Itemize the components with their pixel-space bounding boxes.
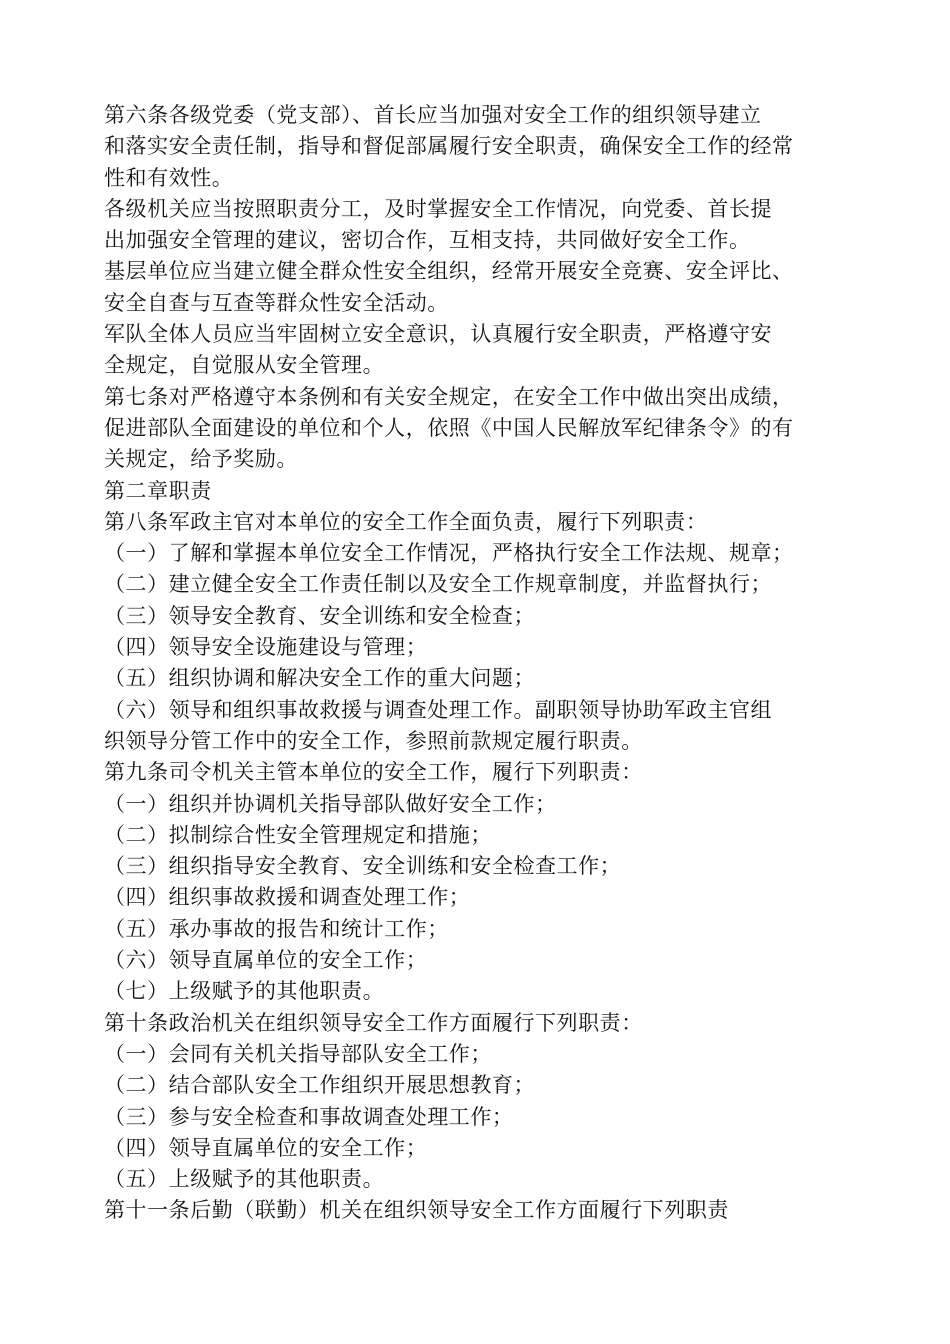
list-item: （三）组织指导安全教育、安全训练和安全检查工作； bbox=[104, 854, 622, 879]
list-item: （四）领导安全设施建设与管理； bbox=[104, 635, 428, 660]
text-line: 出加强安全管理的建议，密切合作，互相支持，共同做好安全工作。 bbox=[104, 228, 751, 253]
list-item: （二）拟制综合性安全管理规定和措施； bbox=[104, 822, 492, 847]
text-line: 军队全体人员应当牢固树立安全意识，认真履行安全职责，严格遵守安 bbox=[104, 322, 773, 347]
list-item: （七）上级赋予的其他职责。 bbox=[104, 979, 385, 1004]
document-body bbox=[104, 100, 864, 1227]
list-item: （五）组织协调和解决安全工作的重大问题； bbox=[104, 666, 535, 691]
text-line: 促进部队全面建设的单位和个人，依照《中国人民解放军纪律条令》的有 bbox=[104, 415, 794, 440]
text-line: 第七条对严格遵守本条例和有关安全规定，在安全工作中做出突出成绩， bbox=[104, 384, 794, 409]
list-item: （三）领导安全教育、安全训练和安全检查； bbox=[104, 603, 535, 628]
text-line: 性和有效性。 bbox=[104, 165, 234, 190]
chapter-heading: 第二章职责 bbox=[104, 478, 212, 503]
list-item: （五）承办事故的报告和统计工作； bbox=[104, 916, 449, 941]
list-item: （一）了解和掌握本单位安全工作情况，严格执行安全工作法规、规章； bbox=[104, 541, 794, 566]
text-line: 第九条司令机关主管本单位的安全工作，履行下列职责： bbox=[104, 760, 643, 785]
list-item: （二）结合部队安全工作组织开展思想教育； bbox=[104, 1073, 535, 1098]
list-item: （六）领导和组织事故救援与调查处理工作。副职领导协助军政主官组 bbox=[104, 697, 773, 722]
list-item: （四）领导直属单位的安全工作； bbox=[104, 1135, 428, 1160]
list-item: （六）领导直属单位的安全工作； bbox=[104, 948, 428, 973]
text-line: 第八条军政主官对本单位的安全工作全面负责，履行下列职责： bbox=[104, 509, 708, 534]
list-item: （三）参与安全检查和事故调查处理工作； bbox=[104, 1104, 514, 1129]
text-line: 和落实安全责任制，指导和督促部属履行安全职责，确保安全工作的经常 bbox=[104, 134, 794, 159]
list-item: （一）会同有关机关指导部队安全工作； bbox=[104, 1041, 492, 1066]
list-item: （一）组织并协调机关指导部队做好安全工作； bbox=[104, 791, 557, 816]
text-line: 织领导分管工作中的安全工作，参照前款规定履行职责。 bbox=[104, 728, 643, 753]
text-line: 各级机关应当按照职责分工，及时掌握安全工作情况，向党委、首长提 bbox=[104, 196, 773, 221]
text-line: 安全自查与互查等群众性安全活动。 bbox=[104, 290, 449, 315]
list-item: （五）上级赋予的其他职责。 bbox=[104, 1167, 385, 1192]
text-line: 第十一条后勤（联勤）机关在组织领导安全工作方面履行下列职责 bbox=[104, 1198, 729, 1223]
text-line: 基层单位应当建立健全群众性安全组织，经常开展安全竞赛、安全评比、 bbox=[104, 259, 794, 284]
text-line: 关规定，给予奖励。 bbox=[104, 447, 298, 472]
list-item: （二）建立健全安全工作责任制以及安全工作规章制度，并监督执行； bbox=[104, 572, 773, 597]
list-item: （四）组织事故救援和调查处理工作； bbox=[104, 885, 471, 910]
text-line: 第六条各级党委（党支部）、首长应当加强对安全工作的组织领导建立 bbox=[104, 103, 762, 127]
text-line: 全规定，自觉服从安全管理。 bbox=[104, 353, 385, 378]
text-line: 第十条政治机关在组织领导安全工作方面履行下列职责： bbox=[104, 1010, 643, 1035]
